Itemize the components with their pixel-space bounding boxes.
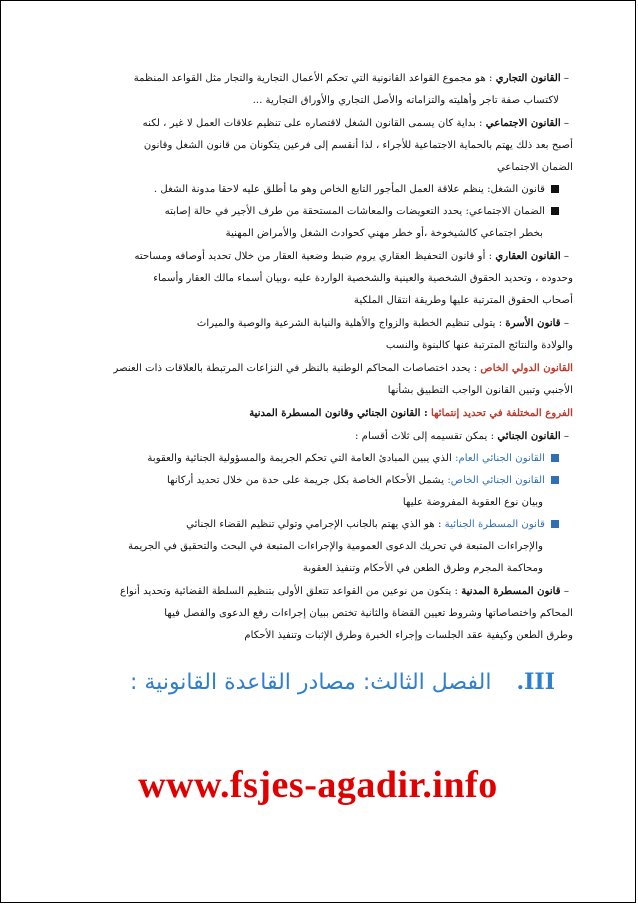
text-line: المحاكم واختصاصاتها وشروط تعيين القضاة والثانية تختص ببيان إجراءات رفع الدعوى والفصل فيها	[164, 608, 573, 619]
paragraph-private-international-law	[89, 357, 573, 380]
list-item	[89, 201, 573, 223]
text-line: : يحدد اختصاصات المحاكم الوطنية بالنظر في النزاعات المرتبطة بالعلاقات ذات العنصر	[113, 363, 478, 374]
term-civil-procedure: قانون المسطرة المدنية	[461, 585, 561, 597]
text-line: ومحاكمة المجرم وطرق الطعن في الأحكام وتنفيذ العقوبة	[302, 563, 543, 574]
section-heading	[89, 402, 573, 425]
bullet-icon	[551, 476, 559, 484]
bullet-icon	[551, 185, 559, 193]
bullet-icon	[551, 454, 559, 462]
term-criminal-law: القانون الجنائي	[497, 430, 561, 442]
text-line: قانون الشغل: ينظم علاقة العمل المأجور التابع الخاص وهو ما أطلق عليه لاحقا مدونة الشغل .	[153, 184, 545, 195]
paragraph-real-estate-law: – القانون العقاري : أو قانون التحفيظ العقاري يروم ضبط وضعية العقار من خلال تحديد أوصافه ومساحته	[134, 250, 569, 262]
text-line: : بداية كان يسمى القانون الشغل لاقتصاره على تنظيم علاقات العمل لا غير ، لكنه	[142, 118, 483, 129]
list-item	[89, 470, 573, 492]
text-line: والإجراءات المتبعة في تحريك الدعوى العمومية والإجراءات المتبعة في البحث والتحقيق في الجريمة	[128, 541, 543, 552]
list-item	[89, 514, 573, 536]
term-family-law: قانون الأسرة	[505, 317, 561, 329]
text-line: : هو مجموع القواعد القانونية التي تحكم الأعمال التجارية والتجار مثل القواعد المنظمة	[133, 73, 493, 84]
text-line: : يتكون من نوعين من القواعد تتعلق الأولى بتنظيم السلطة القضائية وتحديد أنواع	[120, 586, 458, 597]
term-social-law: القانون الاجتماعي	[485, 117, 561, 129]
text-line: الذي يبين المبادئ العامة التي تحكم الجريمة والمسؤولية الجنائية والعقوبة	[147, 453, 452, 464]
text-line: الضمان الاجتماعي	[496, 162, 573, 173]
text-line: : هو الذي يهتم بالجانب الإجرامي وتولي تنظيم القضاء الجنائي	[186, 519, 442, 530]
term-commercial-law: القانون التجاري	[495, 72, 561, 84]
term-special-criminal-law: القانون الجنائي الخاص:	[447, 475, 545, 486]
document-body	[89, 67, 573, 647]
chapter-title: الفصل الثالث: مصادر القاعدة القانونية :	[129, 670, 492, 695]
section-heading-part: : القانون الجنائي وقانون المسطرة المدنية	[249, 407, 428, 419]
paragraph-family-law: – قانون الأسرة : يتولى تنظيم الخطبة والزواج والأهلية والنيابة الشرعية والوصية والميراث	[196, 317, 569, 329]
term-real-estate-law: القانون العقاري	[495, 250, 561, 262]
paragraph-social-law: – القانون الاجتماعي : بداية كان يسمى القانون الشغل لاقتصاره على تنظيم علاقات العمل لا غير ، لكنه	[142, 117, 569, 129]
text-line: أصبح بعد ذلك يهتم بالحماية الاجتماعية للأجراء ، لذا أنقسم إلى فرعين يتكونان من قانون الشغل وقانون	[143, 140, 573, 151]
text-line: الأجنبي وتبين القانون الواجب التطبيق بشأنها	[387, 385, 573, 396]
text-line: الضمان الاجتماعي: يحدد التعويضات والمعاشات المستحقة من طرف الأجير في حالة إصابته	[164, 206, 545, 217]
paragraph-commercial-law: – القانون التجاري : هو مجموع القواعد القانونية التي تحكم الأعمال التجارية والتجار مثل القواعد المنظمة	[133, 72, 569, 84]
text-line: وطرق الطعن وكيفية عقد الجلسات وإجراء الخبرة وطرق الإثبات وتنفيذ الأحكام	[244, 630, 573, 641]
paragraph-civil-procedure: – قانون المسطرة المدنية : يتكون من نوعين من القواعد تتعلق الأولى بتنظيم السلطة القضائية وتحديد أنواع	[120, 585, 569, 597]
text-line: يشمل الأحكام الخاصة بكل جريمة على حدة من خلال تحديد أركانها	[167, 475, 445, 486]
text-line: وحدوده ، وتحديد الحقوق الشخصية والعينية والشخصية الواردة عليه ،وبيان أسماء مالك العقار وأسماء	[153, 273, 573, 284]
chapter-number: III.	[516, 669, 555, 695]
paragraph-criminal-law: – القانون الجنائي : يمكن تقسيمه إلى ثلاث أقسام :	[355, 430, 569, 442]
text-line: أصحاب الحقوق المترتبة عليها وطريقة انتقال الملكية	[353, 295, 573, 306]
bullet-icon	[551, 520, 559, 528]
list-item	[89, 448, 573, 470]
text-line: والولادة والنتائج المترتبة عنها كالبنوة والنسب	[385, 340, 573, 351]
term-private-international-law: القانون الدولي الخاص	[480, 362, 573, 374]
text-line: : أو قانون التحفيظ العقاري يروم ضبط وضعية العقار من خلال تحديد أوصافه ومساحته	[134, 251, 493, 262]
section-heading-part: الفروع المختلفة في تحديد إنتمائها	[430, 407, 573, 419]
text-line: : يتولى تنظيم الخطبة والزواج والأهلية والنيابة الشرعية والوصية والميراث	[196, 318, 503, 329]
text-line: : يمكن تقسيمه إلى ثلاث أقسام :	[355, 431, 495, 442]
site-watermark: www.fsjes-agadir.info	[138, 764, 498, 806]
chapter-heading	[129, 669, 555, 695]
text-line: بخطر اجتماعي كالشيخوخة ،أو خطر مهني كحوادث الشغل والأمراض المهنية	[225, 228, 543, 239]
bullet-icon	[551, 207, 559, 215]
term-general-criminal-law: القانون الجنائي العام:	[455, 453, 545, 464]
text-line: وبيان نوع العقوبة المفروضة عليها	[402, 497, 543, 508]
term-criminal-procedure: قانون المسطرة الجنائية	[444, 519, 545, 530]
list-item	[89, 179, 573, 201]
text-line: لاكتساب صفة تاجر وأهليته والتزاماته والأصل التجاري والأوراق التجارية ...	[252, 95, 559, 106]
